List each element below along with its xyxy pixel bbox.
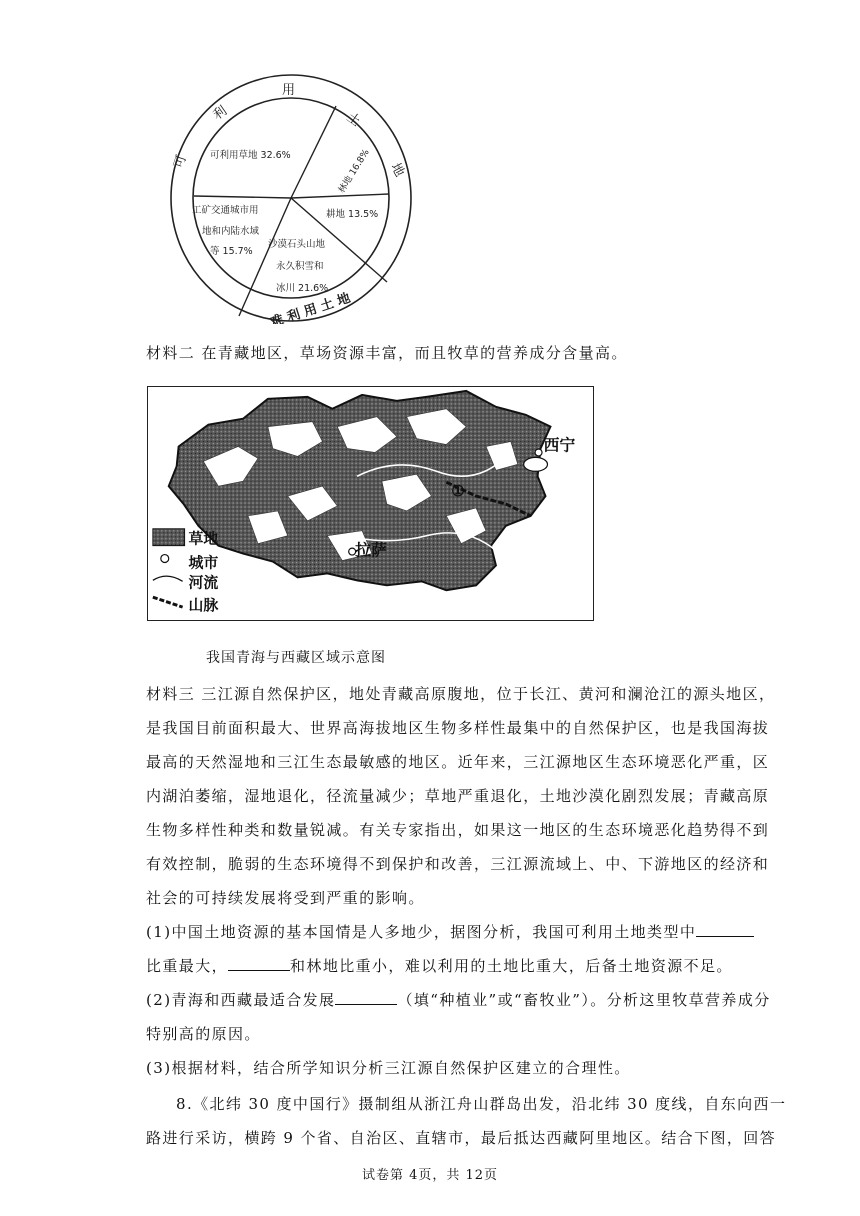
question-2-line-2: 特别高的原因。 — [146, 1025, 261, 1043]
question-2-line-1 — [146, 989, 771, 1010]
ring-char: 可 — [171, 153, 190, 171]
segment-label-farmland: 耕地 13.5% — [326, 209, 379, 220]
material-3-line: 内湖泊萎缩，湿地退化，径流量减少；草地严重退化，土地沙漠化剧烈发展；青藏高原 — [146, 787, 770, 805]
segment-label-desert: 沙漠石头山地 — [268, 239, 326, 250]
question-8-line-1: 8.《北纬 30 度中国行》摄制组从浙江舟山群岛出发，沿北纬 30 度线，自东向西一 — [176, 1095, 787, 1113]
segment-label-desert: 永久积雪和 — [276, 261, 324, 272]
legend-grassland-swatch — [153, 529, 185, 546]
map-legend — [153, 529, 219, 614]
land-use-pie-chart — [168, 72, 414, 324]
question-3: (3)根据材料，结合所学知识分析三江源自然保护区建立的合理性。 — [146, 1059, 631, 1077]
legend-mountain-label: 山脉 — [188, 596, 219, 615]
segment-label-forest: 林地 16.8% — [337, 147, 372, 196]
segment-label-desert: 冰川 21.6% — [276, 283, 329, 294]
material-3-line: 有效控制，脆弱的生态环境得不到保护和改善，三江源流域上、中、下游地区的经济和 — [146, 855, 770, 873]
city-label-xining: 西宁 — [543, 435, 576, 455]
legend-river-icon — [153, 576, 183, 581]
segment-label-industrial: 等 15.7% — [210, 246, 253, 257]
legend-city-label: 城市 — [188, 553, 219, 572]
answer-blank[interactable] — [696, 922, 754, 937]
legend-grassland-label: 草地 — [188, 529, 219, 548]
legend-river-label: 河流 — [188, 573, 219, 592]
material-3-line: 最高的天然湿地和三江生态最敏感的地区。近年来，三江源地区生态环境恶化严重，区 — [146, 753, 770, 771]
legend-city-icon — [161, 555, 169, 563]
map-caption: 我国青海与西藏区域示意图 — [206, 650, 386, 666]
segment-label-industrial: 地和内陆水域 — [202, 226, 260, 237]
material-3-line: 是我国目前面积最大、世界高海拔地区生物多样性最集中的自然保护区，也是我国海拔 — [146, 719, 770, 737]
segment-label-industrial: 工矿交通城市用 — [192, 205, 259, 216]
question-8-line-2: 路进行采访，横跨 9 个省、自治区、直辖市，最后抵达西藏阿里地区。结合下图，回答 — [146, 1129, 777, 1147]
question-1-line-1 — [146, 921, 754, 942]
question-1-text: 和林地比重小，难以利用的土地比重大，后备土地资源不足。 — [290, 957, 733, 975]
answer-blank[interactable] — [335, 990, 397, 1005]
city-label-lhasa: 拉萨 — [355, 540, 387, 560]
ring-char: 利 — [210, 103, 230, 124]
material-2: 材料二 在青藏地区，草场资源丰富，而且牧草的营养成分含量高。 — [146, 344, 628, 362]
material-3-line: 材料三 三江源自然保护区，地处青藏高原腹地，位于长江、黄河和澜沧江的源头地区， — [146, 685, 776, 703]
question-1-line-2 — [146, 955, 733, 976]
xining-city-marker — [535, 449, 542, 456]
page-footer: 试卷第 4页，共 12页 — [361, 1168, 499, 1183]
legend-mountain-icon — [153, 597, 183, 607]
ring-char: 地 — [387, 160, 407, 180]
answer-blank[interactable] — [228, 956, 290, 971]
question-2-text: (2)青海和西藏最适合发展 — [146, 991, 336, 1009]
ring-char: 土 — [343, 109, 363, 130]
marker-one: ① — [451, 482, 465, 501]
ring-char: 用 — [282, 83, 296, 98]
question-1-text: 比重最大， — [146, 957, 229, 975]
material-3-line: 生物多样性种类和数量锐减。有关专家指出，如果这一地区的生态环境恶化趋势得不到 — [146, 821, 770, 839]
qinghai-tibet-map — [147, 386, 594, 621]
question-2-text: （填“种植业”或“畜牧业”）。分析这里牧草营养成分 — [397, 991, 771, 1009]
question-1-text: (1)中国土地资源的基本国情是人多地少，据图分析，我国可利用土地类型中 — [146, 923, 697, 941]
material-3-line: 社会的可持续发展将受到严重的影响。 — [146, 889, 425, 907]
segment-label-grassland: 可利用草地 32.6% — [210, 150, 291, 161]
ring-bottom-label: 难 利 用 土 地 — [268, 290, 353, 324]
